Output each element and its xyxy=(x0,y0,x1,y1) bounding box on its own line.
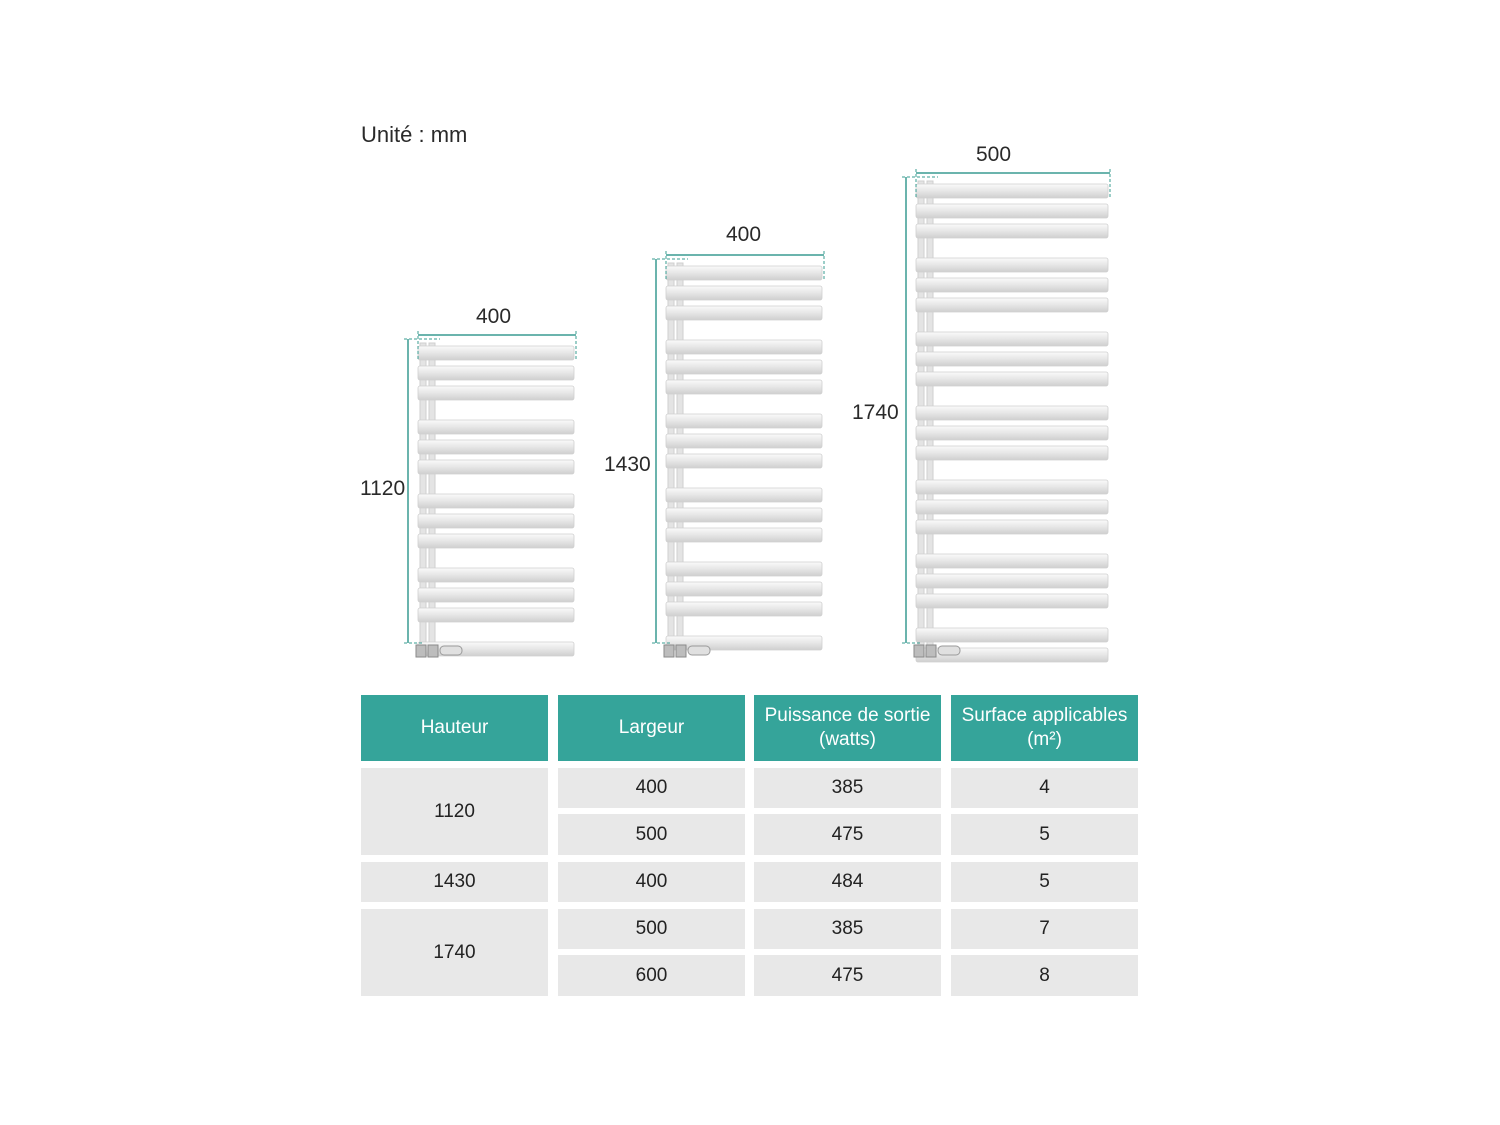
radiator-bar xyxy=(916,298,1108,312)
valve-icon xyxy=(926,645,936,657)
height-label-1: 1120 xyxy=(360,477,406,500)
header-puissance-line1: Puissance de sortie xyxy=(764,705,931,726)
radiator-bar xyxy=(916,406,1108,420)
cell-hauteur-1740: 1740 xyxy=(361,909,548,996)
radiator-bar xyxy=(916,446,1108,460)
cell-largeur: 600 xyxy=(558,955,745,996)
cell-surface: 4 xyxy=(951,768,1138,808)
radiator-bar xyxy=(916,278,1108,292)
cell-largeur: 500 xyxy=(558,814,745,855)
height-label-3: 1740 xyxy=(852,401,899,424)
header-surface xyxy=(951,695,1138,761)
radiator-bar xyxy=(916,332,1108,346)
valve-icon xyxy=(914,645,924,657)
width-label-1: 400 xyxy=(476,305,512,328)
radiator-bar xyxy=(916,352,1108,366)
header-surface-line1: Surface applicables xyxy=(961,705,1128,726)
header-surface-line2: (m²) xyxy=(1027,729,1062,750)
radiator-bar xyxy=(916,372,1108,386)
radiator-bar xyxy=(916,426,1108,440)
width-label-3: 500 xyxy=(976,143,1012,166)
cell-largeur: 400 xyxy=(558,768,745,808)
header-puissance-line2: (watts) xyxy=(819,729,876,750)
radiator-bar xyxy=(916,574,1108,588)
height-label-2: 1430 xyxy=(604,453,651,476)
radiator-bar xyxy=(916,628,1108,642)
radiator-bar xyxy=(916,204,1108,218)
header-largeur: Largeur xyxy=(558,695,745,761)
unit-label: Unité : mm xyxy=(361,122,468,147)
radiator-bar xyxy=(916,258,1108,272)
cell-puissance: 385 xyxy=(754,768,941,808)
cell-surface: 7 xyxy=(951,909,1138,949)
radiator-bar xyxy=(916,480,1108,494)
cell-surface: 8 xyxy=(951,955,1138,996)
cell-surface: 5 xyxy=(951,814,1138,855)
cell-puissance: 484 xyxy=(754,862,941,902)
cell-surface: 5 xyxy=(951,862,1138,902)
radiator-bar xyxy=(916,500,1108,514)
cell-hauteur-1430: 1430 xyxy=(361,862,548,902)
cell-hauteur-1120: 1120 xyxy=(361,768,548,855)
cell-largeur: 400 xyxy=(558,862,745,902)
cell-puissance: 385 xyxy=(754,909,941,949)
cell-puissance: 475 xyxy=(754,955,941,996)
radiator-bar xyxy=(916,520,1108,534)
cell-puissance: 475 xyxy=(754,814,941,855)
radiator-bar xyxy=(916,554,1108,568)
cell-largeur: 500 xyxy=(558,909,745,949)
radiator-bar xyxy=(916,184,1108,198)
radiator-bar xyxy=(916,594,1108,608)
valve-icon xyxy=(938,646,960,655)
header-hauteur: Hauteur xyxy=(361,695,548,761)
radiator-bar xyxy=(916,224,1108,238)
width-label-2: 400 xyxy=(726,223,762,246)
header-puissance xyxy=(754,695,941,761)
